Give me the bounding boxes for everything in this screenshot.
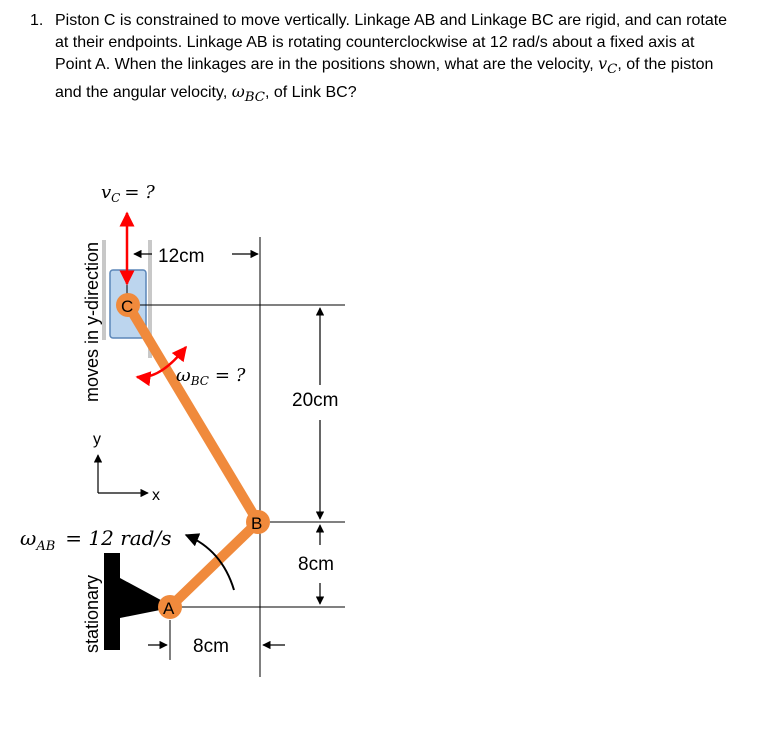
- wbc-subscript: BC: [244, 89, 265, 105]
- link-bc: [128, 305, 258, 522]
- joint-a-label: A: [163, 599, 175, 618]
- problem-number: 1.: [30, 12, 44, 29]
- left-rail: [102, 240, 106, 340]
- axis-y-label: y: [93, 431, 101, 448]
- joint-b-label: B: [251, 514, 263, 533]
- joint-c-label: C: [121, 297, 134, 316]
- problem-text-part3: , of Link BC?: [265, 83, 357, 101]
- wab-label: $\omega_{AB} = 12$ rad/s: [20, 526, 172, 554]
- problem-text-part2: , of the piston and the angular velocity,: [55, 56, 714, 101]
- problem-text-part1: Piston C is constrained to move vertically. Linkage AB and Linkage BC are rigid, and can rotate at their endpoints. Linkage AB is rotating counterclockwise at 12 rad/s about a fixed axis at Point A. When the linkages are in the positions shown, what are the velocity,: [55, 12, 728, 73]
- vc-subscript: C: [607, 62, 618, 78]
- link-ab: [170, 522, 258, 607]
- side-label-stationary: stationary: [82, 574, 102, 653]
- axis-x-label: x: [152, 487, 160, 504]
- dim-8v-label: 8cm: [298, 554, 334, 575]
- vc-label: $v_C$ = ?: [101, 182, 155, 205]
- wbc-symbol: $\omega_{BC}$: [231, 81, 265, 105]
- dim-20-label: 20cm: [292, 390, 339, 411]
- dim-8h-label: 8cm: [193, 636, 229, 657]
- wbc-label: $\omega_{BC}$ = ?: [176, 365, 246, 388]
- dim-12-label: 12cm: [158, 246, 205, 267]
- side-label-moves: moves in y-direction: [82, 241, 102, 402]
- vc-symbol: $v_C$: [598, 54, 618, 78]
